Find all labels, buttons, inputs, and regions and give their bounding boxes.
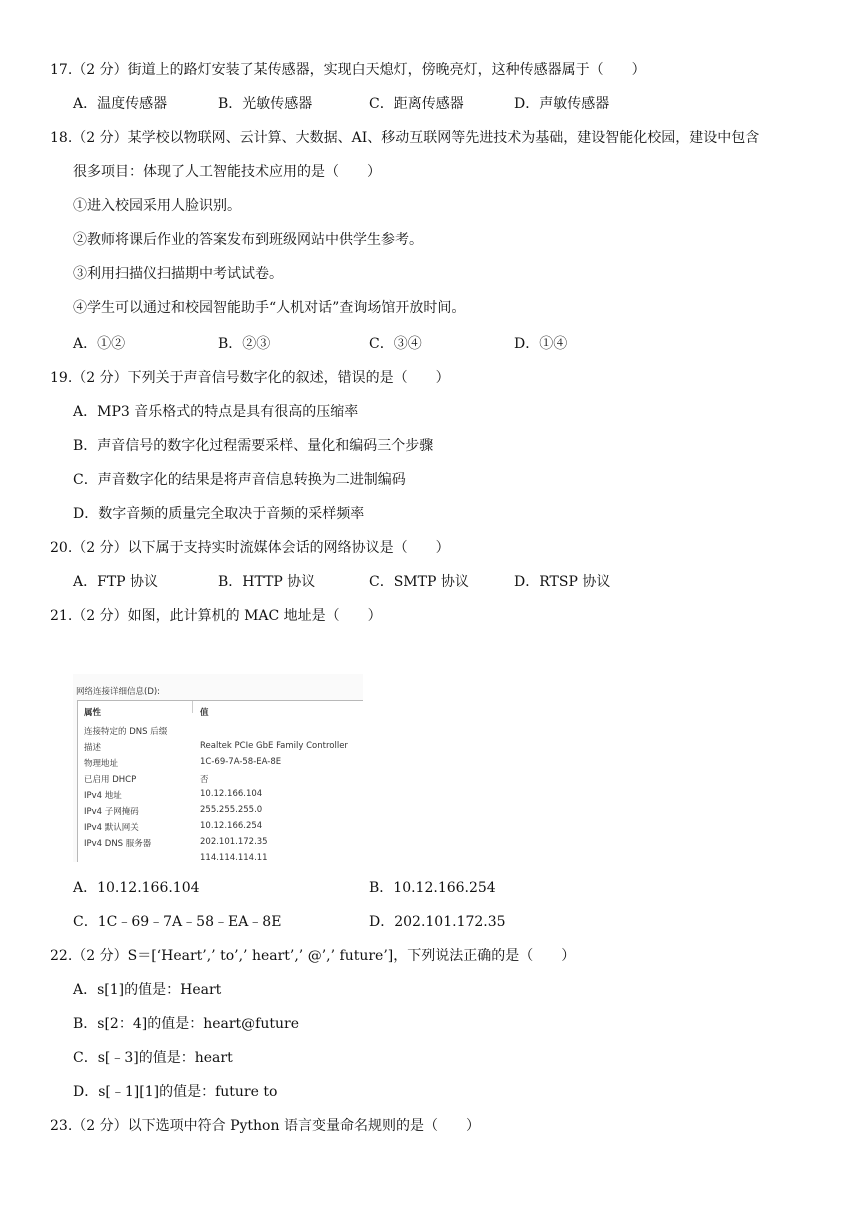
q22-option-c: C．s[﹣3]的值是：heart <box>73 1050 233 1066</box>
table-row-value: 10.12.166.254 <box>200 821 263 831</box>
q17-option-d: D．声敏传感器 <box>514 96 610 112</box>
q21-option-b: B．10.12.166.254 <box>369 880 496 896</box>
q18-item-2: ②教师将课后作业的答案发布到班级网站中供学生参考。 <box>73 232 423 248</box>
q18-option-b: B．②③ <box>218 336 271 352</box>
table-row-key: IPv4 默认网关 <box>84 823 139 833</box>
table-row-key: 描述 <box>84 743 102 753</box>
table-row-key: 已启用 DHCP <box>84 775 137 785</box>
q22-option-b: B．s[2：4]的值是：heart@future <box>73 1016 299 1032</box>
network-details-screenshot <box>73 674 363 862</box>
q20-option-b: B．HTTP 协议 <box>218 574 316 590</box>
question-17-stem: 17.（2 分）街道上的路灯安装了某传感器，实现白天熄灯，傍晚亮灯，这种传感器属于（ ） <box>50 62 646 78</box>
table-row-value: 255.255.255.0 <box>200 805 263 815</box>
q18-item-1: ①进入校园采用人脸识别。 <box>73 198 241 214</box>
question-18-stem-line1: 18.（2 分）某学校以物联网、云计算、大数据、AI、移动互联网等先进技术为基础，建设智能化校园，建设中包含 <box>50 130 760 146</box>
table-row-key: IPv4 子网掩码 <box>84 807 139 817</box>
table-row-value: Realtek PCIe GbE Family Controller <box>200 741 348 751</box>
q18-item-3: ③利用扫描仪扫描期中考试试卷。 <box>73 266 283 282</box>
table-row-value: 1C-69-7A-58-EA-8E <box>200 757 282 767</box>
q20-option-a: A．FTP 协议 <box>73 574 159 590</box>
table-row-value: 10.12.166.104 <box>200 789 263 799</box>
q18-item-4: ④学生可以通过和校园智能助手“人机对话”查询场馆开放时间。 <box>73 300 466 316</box>
q19-option-a: A．MP3 音乐格式的特点是具有很高的压缩率 <box>73 404 359 420</box>
q22-option-d: D．s[﹣1][1]的值是：future to <box>73 1084 278 1100</box>
q21-option-a: A．10.12.166.104 <box>73 880 200 896</box>
q19-option-b: B．声音信号的数字化过程需要采样、量化和编码三个步骤 <box>73 438 434 454</box>
question-23-stem: 23.（2 分）以下选项中符合 Python 语言变量命名规则的是（ ） <box>50 1118 480 1134</box>
table-row-value: 114.114.114.11 <box>200 853 268 862</box>
column-header-value: 值 <box>200 708 209 718</box>
table-row-key: IPv4 DNS 服务器 <box>84 839 152 849</box>
q20-option-c: C．SMTP 协议 <box>369 574 469 590</box>
network-details-table <box>77 700 363 862</box>
q20-option-d: D．RTSP 协议 <box>514 574 611 590</box>
q19-option-c: C．声音数字化的结果是将声音信息转换为二进制编码 <box>73 472 406 488</box>
table-row-key: 连接特定的 DNS 后缀 <box>84 727 168 737</box>
table-row-key: IPv4 地址 <box>84 791 122 801</box>
q19-option-d: D．数字音频的质量完全取决于音频的采样频率 <box>73 506 365 522</box>
question-18-stem-line2: 很多项目：体现了人工智能技术应用的是（ ） <box>73 164 381 180</box>
table-row-value: 202.101.172.35 <box>200 837 268 847</box>
question-21-stem: 21.（2 分）如图，此计算机的 MAC 地址是（ ） <box>50 608 382 624</box>
q21-option-d: D．202.101.172.35 <box>369 914 506 930</box>
question-22-stem: 22.（2 分）S＝[‘Heart’,’ to’,’ heart’,’ @’,’ future’]，下列说法正确的是（ ） <box>50 948 576 964</box>
table-row-value: 否 <box>200 775 209 785</box>
column-header-property: 属性 <box>84 708 102 718</box>
question-20-stem: 20.（2 分）以下属于支持实时流媒体会话的网络协议是（ ） <box>50 540 450 556</box>
question-19-stem: 19.（2 分）下列关于声音信号数字化的叙述，错误的是（ ） <box>50 370 450 386</box>
column-divider <box>192 701 193 713</box>
table-row-key: 物理地址 <box>84 759 119 769</box>
q21-option-c: C．1C﹣69﹣7A﹣58﹣EA﹣8E <box>73 914 282 930</box>
q17-option-c: C．距离传感器 <box>369 96 464 112</box>
q17-option-b: B．光敏传感器 <box>218 96 313 112</box>
q17-option-a: A．温度传感器 <box>73 96 168 112</box>
network-details-header: 网络连接详细信息(D): <box>76 687 161 697</box>
q18-option-a: A．①② <box>73 336 126 352</box>
q22-option-a: A．s[1]的值是：Heart <box>73 982 222 998</box>
q18-option-c: C．③④ <box>369 336 422 352</box>
q18-option-d: D．①④ <box>514 336 568 352</box>
